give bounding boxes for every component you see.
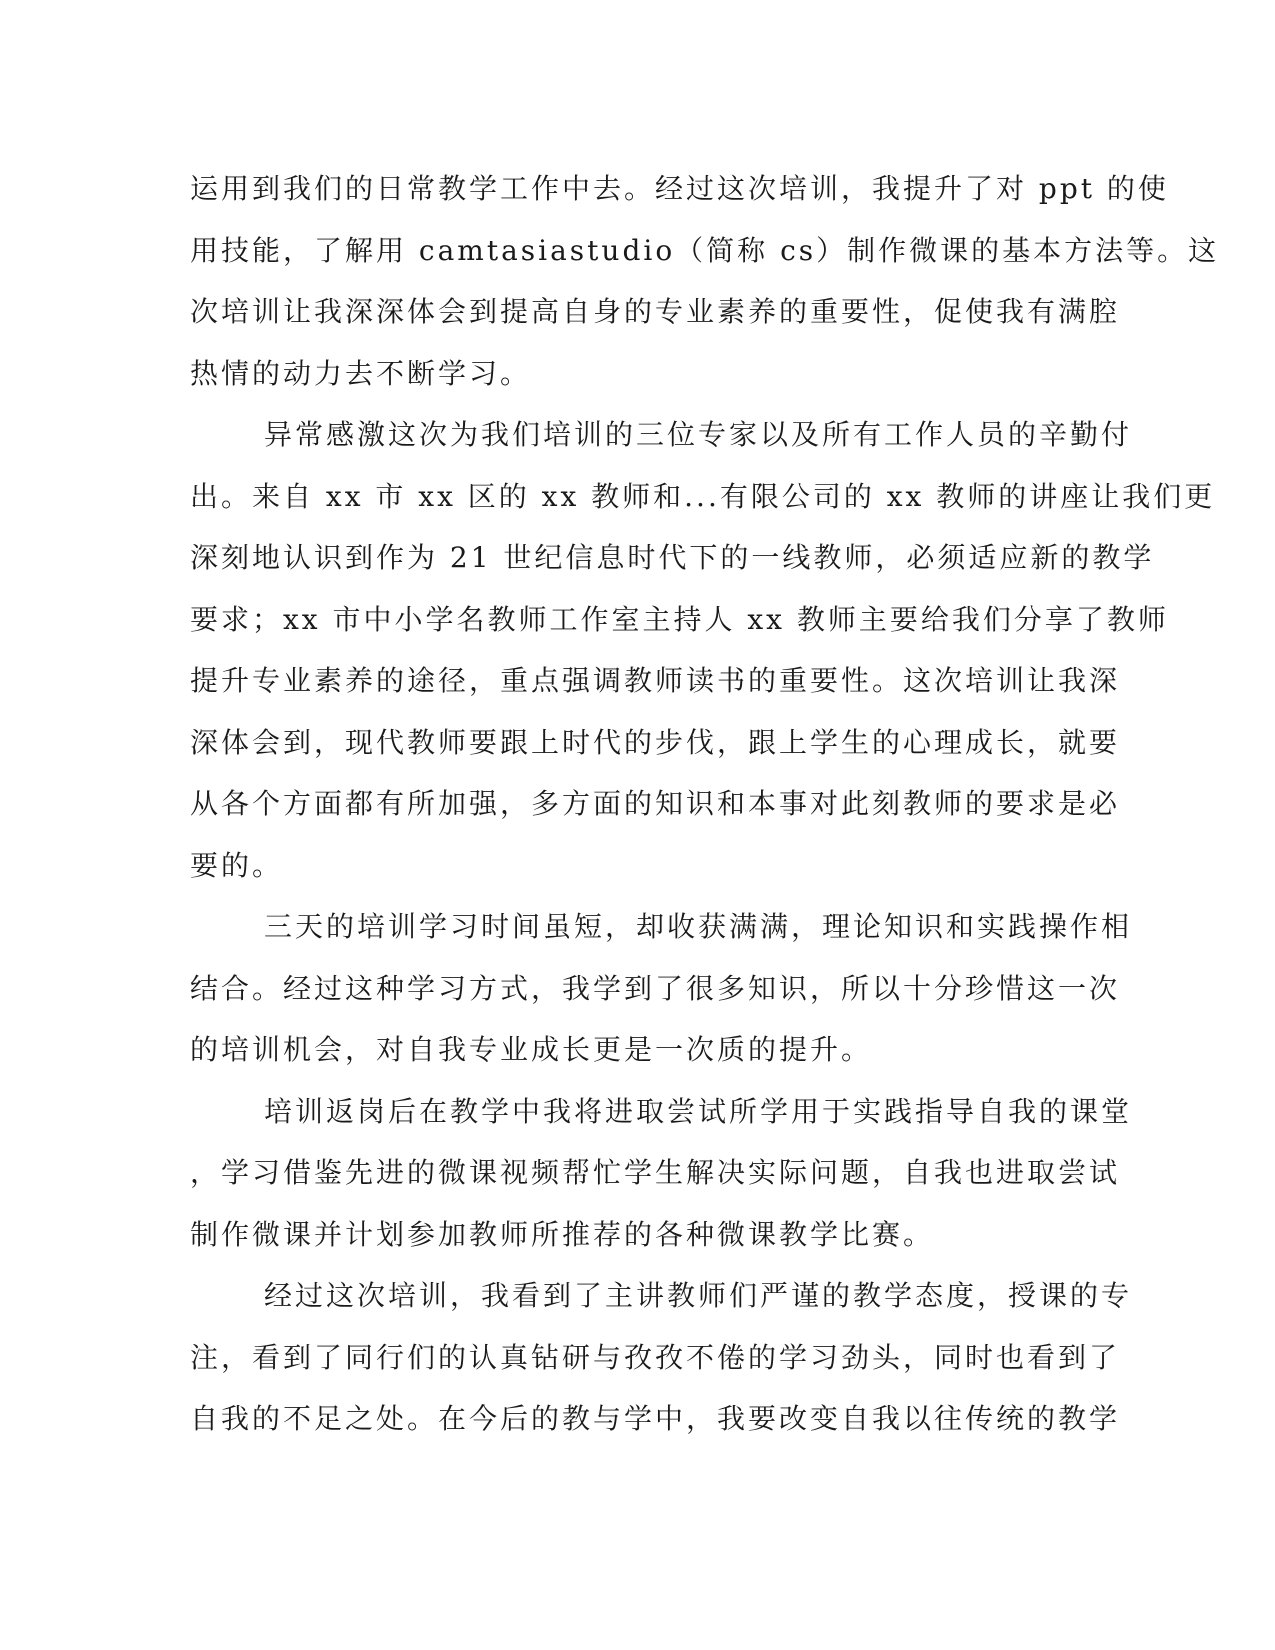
text-line: 制作微课并计划参加教师所推荐的各种微课教学比赛。 — [190, 1217, 935, 1251]
text-line: 的培训机会，对自我专业成长更是一次质的提升。 — [190, 1033, 873, 1066]
text-line: 注，看到了同行们的认真钻研与孜孜不倦的学习劲头，同时也看到了 — [190, 1340, 1121, 1374]
text-line: 自我的不足之处。在今后的教与学中，我要改变自我以往传统的教学 — [190, 1402, 1121, 1435]
text-line: 运用到我们的日常教学工作中去。经过这次培训，我提升了对 ppt 的使 — [190, 172, 1169, 205]
document-body — [190, 158, 1220, 1450]
text-line: 深刻地认识到作为 21 世纪信息时代下的一线教师，必须适应新的教学 — [190, 541, 1155, 574]
text-line: 深体会到，现代教师要跟上时代的步伐，跟上学生的心理成长，就要 — [190, 725, 1121, 759]
text-line: 要求；xx 市中小学名教师工作室主持人 xx 教师主要给我们分享了教师 — [190, 602, 1169, 636]
paragraph-first-line: 三天的培训学习时间虽短，却收获满满，理论知识和实践操作相 — [264, 910, 1133, 943]
text-line: ，学习借鉴先进的微课视频帮忙学生解决实际问题，自我也进取尝试 — [190, 1156, 1121, 1189]
text-line: 结合。经过这种学习方式，我学到了很多知识，所以十分珍惜这一次 — [190, 971, 1121, 1005]
paragraph-first-line: 培训返岗后在教学中我将进取尝试所学用于实践指导自我的课堂 — [264, 1094, 1133, 1128]
text-line: 提升专业素养的途径，重点强调教师读书的重要性。这次培训让我深 — [190, 664, 1121, 697]
text-line: 从各个方面都有所加强，多方面的知识和本事对此刻教师的要求是必 — [190, 787, 1121, 820]
paragraph-first-line: 经过这次培训，我看到了主讲教师们严谨的教学态度，授课的专 — [264, 1279, 1133, 1312]
text-line: 用技能，了解用 camtasiastudio（简称 cs）制作微课的基本方法等。这 — [190, 233, 1220, 267]
text-line: 次培训让我深深体会到提高自身的专业素养的重要性，促使我有满腔 — [190, 295, 1121, 328]
text-line: 出。来自 xx 市 xx 区的 xx 教师和...有限公司的 xx 教师的讲座让我们更 — [190, 479, 1216, 513]
paragraph-first-line: 异常感激这次为我们培训的三位专家以及所有工作人员的辛勤付 — [264, 418, 1133, 451]
text-line: 要的。 — [190, 848, 284, 882]
text-line: 热情的动力去不断学习。 — [190, 356, 532, 390]
